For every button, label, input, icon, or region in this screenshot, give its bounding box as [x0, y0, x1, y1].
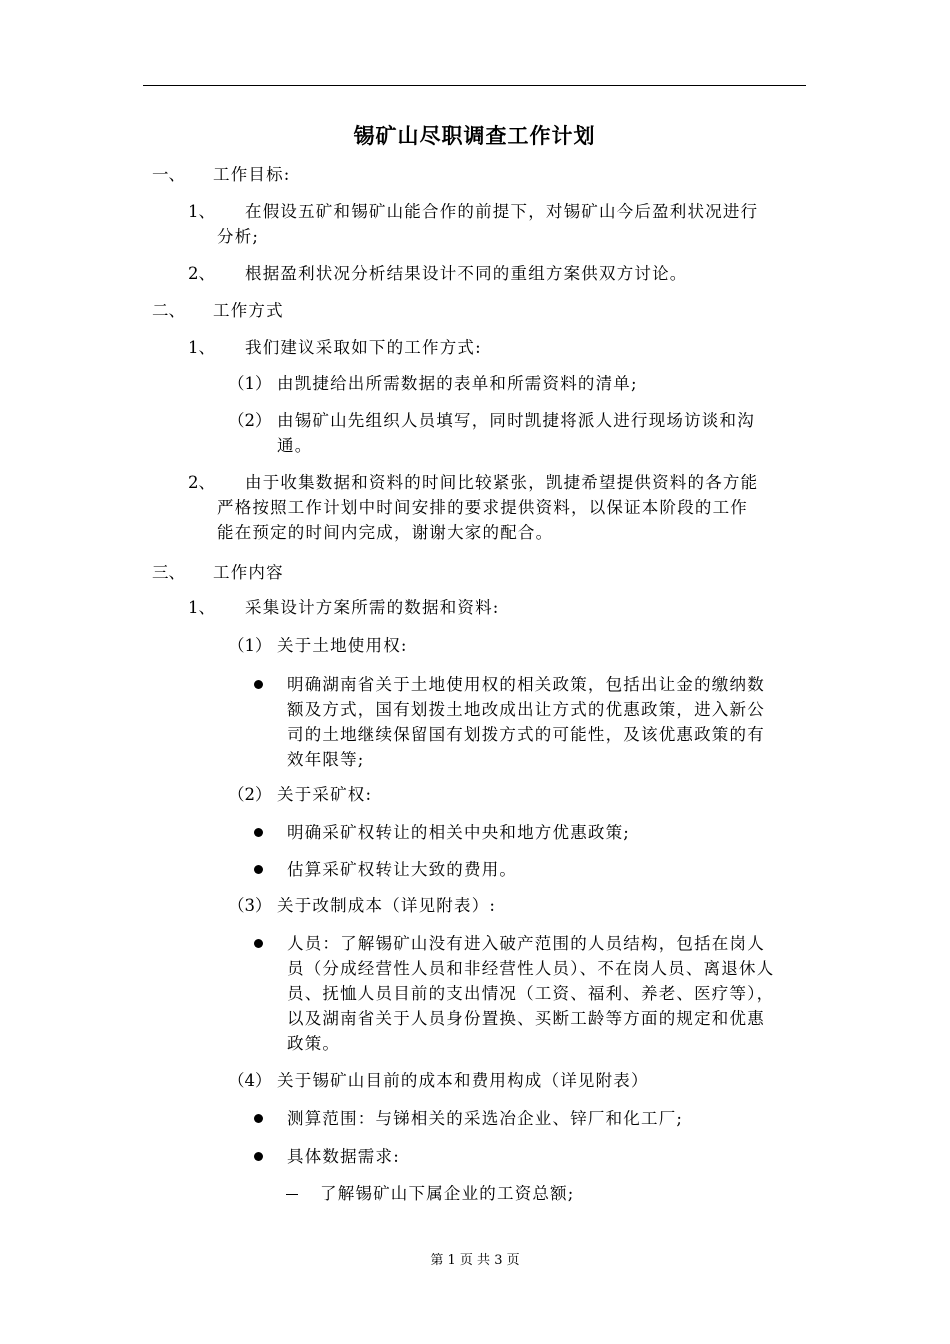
item-number: 2、 [188, 473, 215, 492]
bullet-text-line: 明确采矿权转让的相关中央和地方优惠政策; [287, 823, 631, 842]
bullet-dot-icon [254, 1152, 263, 1161]
dash-marker-icon [286, 1194, 298, 1195]
sub-item-number: （4） [228, 1071, 272, 1090]
section-heading: 工作目标: [213, 165, 291, 184]
bullet-text-line: 员（分成经营性人员和非经营性人员）、不在岗人员、离退休人 [287, 959, 775, 978]
bullet-dot-icon [254, 828, 263, 837]
item-number: 2、 [188, 264, 215, 283]
bullet-text-line: 司的土地继续保留国有划拨方式的可能性，及该优惠政策的有 [287, 725, 765, 744]
item-text-line: 严格按照工作计划中时间安排的要求提供资料，以保证本阶段的工作 [217, 498, 748, 517]
section-heading: 工作方式 [213, 301, 284, 320]
bullet-text-line: 员、抚恤人员目前的支出情况（工资、福利、养老、医疗等）， [287, 984, 775, 1003]
dash-text-line: 了解锡矿山下属企业的工资总额; [320, 1184, 575, 1203]
bullet-text-line: 额及方式，国有划拨土地改成出让方式的优惠政策，进入新公 [287, 700, 765, 719]
bullet-dot-icon [254, 865, 263, 874]
item-number: 1、 [188, 338, 215, 357]
bullet-text-line: 测算范围：与锑相关的采选冶企业、锌厂和化工厂; [287, 1109, 684, 1128]
sub-item-text-line: 关于采矿权: [277, 785, 373, 804]
sub-item-text-line: 由锡矿山先组织人员填写，同时凯捷将派人进行现场访谈和沟 [277, 411, 755, 430]
sub-item-text-line: 关于土地使用权: [277, 636, 408, 655]
page-footer: 第 1 页 共 3 页 [430, 1253, 520, 1268]
bullet-text-line: 明确湖南省关于土地使用权的相关政策，包括出让金的缴纳数 [287, 675, 765, 694]
item-text-line: 分析; [217, 227, 260, 246]
item-text-line: 能在预定的时间内完成，谢谢大家的配合。 [217, 523, 554, 542]
item-number: 1、 [188, 598, 215, 617]
sub-item-number: （2） [228, 785, 272, 804]
item-text-line: 采集设计方案所需的数据和资料: [245, 598, 500, 617]
sub-item-number: （1） [228, 636, 272, 655]
section-number: 三、 [152, 563, 185, 582]
sub-item-text-line: 关于锡矿山目前的成本和费用构成（详见附表） [277, 1071, 649, 1090]
section-heading: 工作内容 [213, 563, 284, 582]
item-text-line: 在假设五矿和锡矿山能合作的前提下，对锡矿山今后盈利状况进行 [245, 202, 759, 221]
bullet-dot-icon [254, 1114, 263, 1123]
bullet-dot-icon [254, 680, 263, 689]
sub-item-text-line: 关于改制成本（详见附表）: [277, 896, 497, 915]
bullet-text-line: 具体数据需求: [287, 1147, 400, 1166]
sub-item-number: （1） [228, 374, 272, 393]
bullet-text-line: 政策。 [287, 1034, 341, 1053]
sub-item-number: （3） [228, 896, 272, 915]
item-text-line: 根据盈利状况分析结果设计不同的重组方案供双方讨论。 [245, 264, 688, 283]
bullet-dot-icon [254, 939, 263, 948]
sub-item-text-line: 通。 [277, 436, 313, 455]
sub-item-number: （2） [228, 411, 272, 430]
header-rule [143, 85, 806, 86]
item-text-line: 由于收集数据和资料的时间比较紧张，凯捷希望提供资料的各方能 [245, 473, 759, 492]
item-number: 1、 [188, 202, 215, 221]
section-number: 一、 [152, 165, 185, 184]
item-text-line: 我们建议采取如下的工作方式: [245, 338, 482, 357]
sub-item-text-line: 由凯捷给出所需数据的表单和所需资料的清单; [277, 374, 638, 393]
bullet-text-line: 以及湖南省关于人员身份置换、买断工龄等方面的规定和优惠 [287, 1009, 765, 1028]
bullet-text-line: 人员：了解锡矿山没有进入破产范围的人员结构，包括在岗人 [287, 934, 765, 953]
section-number: 二、 [152, 301, 185, 320]
bullet-text-line: 效年限等; [287, 750, 365, 769]
bullet-text-line: 估算采矿权转让大致的费用。 [287, 860, 518, 879]
document-title: 锡矿山尽职调查工作计划 [353, 123, 596, 148]
